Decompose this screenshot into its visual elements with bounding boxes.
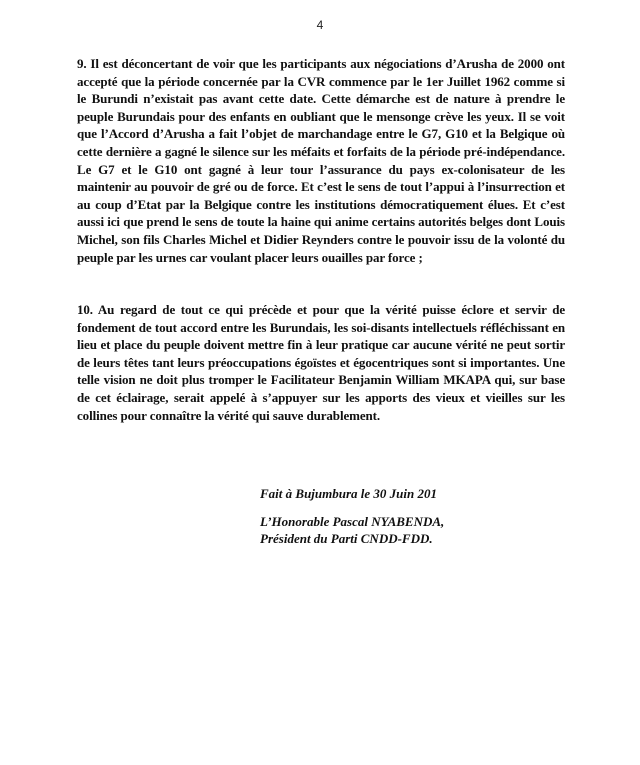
page-number: 4 — [316, 18, 324, 32]
signature-title-line: Président du Parti CNDD-FDD. — [260, 531, 433, 546]
paragraph-10: 10. Au regard de tout ce qui précède et pour que la vérité puisse éclore et servir de fondement de tout accord entre les Burundais, les soi-disants intellectuels réfléchissant en lieu et place du peuple doivent mettre fin à leur pratique car aucune vérité ne peut sortir de leurs têtes tant leurs préoccupations égoïstes et égocentriques sont si importantes. Une telle vision ne doit plus tromper le Facilitateur Benjamin William MKAPA qui, sur base de cet éclairage, serait appelé à s’appuyer sur les apports des vieux et vieilles sur les collines pour connaître la vérité qui sauve durablement. — [77, 302, 565, 423]
paragraph-9: 9. Il est déconcertant de voir que les participants aux négociations d’Arusha de 2000 ont accepté que la période concernée par la CVR commence par le 1er Juillet 1962 comme si le Burundi n’existait pas avant cette date. Cette démarche est de nature à prendre le peuple Burundais pour des enfants en oubliant que le mensonge crève les yeux. Il se voit que l’Accord d’Arusha a fait l’objet de marchandage entre le G7, G10 et la Belgique où cette dernière a gagné le silence sur les méfaits et forfaits de la période pré-indépendance. Le G7 et le G10 ont gagné à leur tour l’assurance du pays ex-colonisateur de les maintenir au pouvoir de gré ou de force. Et c’est le sens de tout l’appui à l’insurrection et au coup d’Etat par la Belgique contre les institutions démocratiquement élues. Et c’est aussi ici que prend le sens de toute la haine qui anime certains autorités belges dont Louis Michel, son fils Charles Michel et Didier Reynders contre le pouvoir issu de la volonté du peuple par les urnes car voulant placer leurs ouailles par force ; — [77, 56, 565, 265]
signature-date-line: Fait à Bujumbura le 30 Juin 201 — [260, 486, 437, 501]
signature-name-line: L’Honorable Pascal NYABENDA, — [260, 514, 445, 529]
